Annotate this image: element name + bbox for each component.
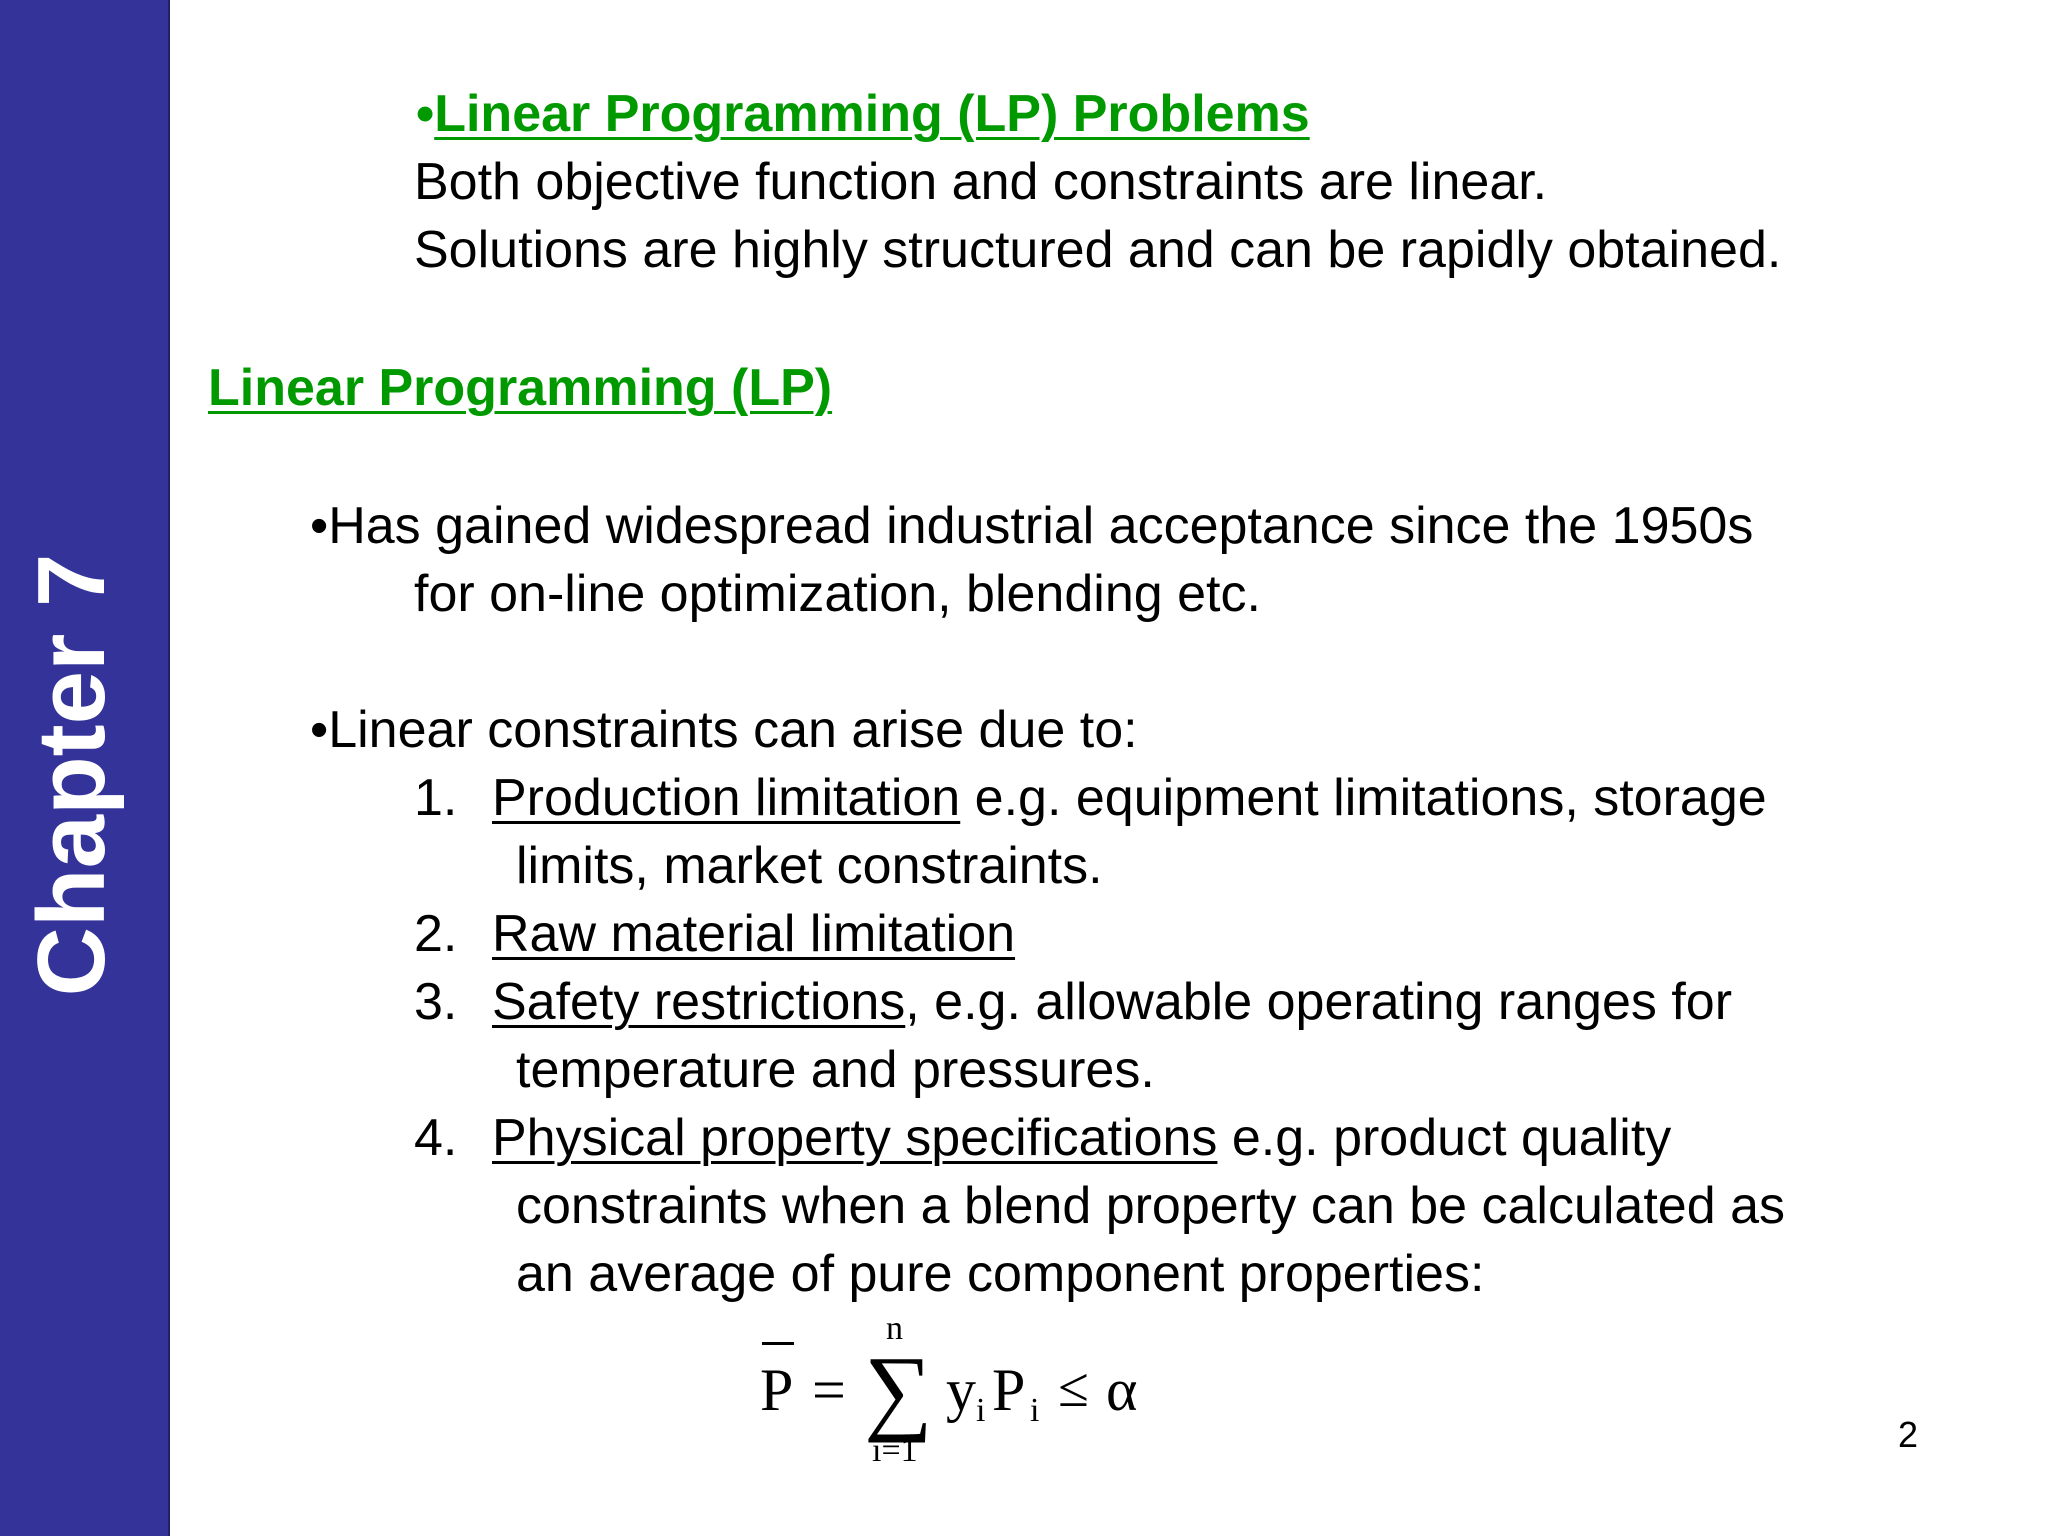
formula-upper-limit: n xyxy=(886,1310,903,1347)
intro-heading: Linear Programming (LP) Problems xyxy=(434,85,1310,143)
formula-P-subscript: i xyxy=(1030,1392,1040,1429)
list-item-physical-property-cont-2: an average of pure component properties: xyxy=(516,1245,1485,1303)
section-heading: Linear Programming (LP) xyxy=(208,359,833,417)
list-term: Physical property specifications xyxy=(492,1109,1218,1167)
list-rest: e.g. product quality xyxy=(1217,1109,1672,1167)
formula-P: P xyxy=(992,1357,1026,1423)
bullet-linear-constraints: •Linear constraints can arise due to: xyxy=(310,701,1138,759)
bullet-industrial-acceptance: •Has gained widespread industrial acceptance since the 1950s xyxy=(310,497,1754,555)
formula-lower-limit: i=1 xyxy=(872,1432,918,1469)
list-item-physical-property-cont-1: constraints when a blend property can be calculated as xyxy=(516,1177,1785,1235)
intro-bullet: • xyxy=(416,85,435,143)
blend-property-formula xyxy=(750,1310,1170,1480)
list-item-production-cont: limits, market constraints. xyxy=(516,837,1103,895)
formula-sigma: ∑ xyxy=(864,1336,933,1443)
page-number: 2 xyxy=(1898,1414,1919,1455)
list-number: 4. xyxy=(414,1109,458,1167)
intro-line-1: Both objective function and constraints are linear. xyxy=(414,153,1548,211)
list-term: Production limitation xyxy=(492,769,961,827)
list-item-raw-material xyxy=(414,900,1015,968)
list-number: 3. xyxy=(414,973,458,1031)
formula-y-subscript: i xyxy=(976,1392,986,1429)
formula-lhs-bar xyxy=(762,1342,794,1345)
formula-y: y xyxy=(946,1357,976,1423)
intro-line-2: Solutions are highly structured and can be rapidly obtained. xyxy=(414,221,1782,279)
list-rest: e.g. equipment limitations, storage xyxy=(960,769,1767,827)
list-number: 2. xyxy=(414,905,458,963)
list-rest: , e.g. allowable operating ranges for xyxy=(905,973,1733,1031)
list-item-safety xyxy=(414,968,1732,1036)
formula-equals: = xyxy=(812,1357,846,1423)
list-term: Safety restrictions xyxy=(492,973,906,1031)
list-number: 1. xyxy=(414,769,458,827)
list-item-physical-property xyxy=(414,1104,1671,1172)
list-term: Raw material limitation xyxy=(492,905,1016,963)
formula-alpha: α xyxy=(1106,1357,1138,1423)
list-item-safety-cont: temperature and pressures. xyxy=(516,1041,1155,1099)
chapter-label: Chapter 7 xyxy=(18,553,125,997)
bullet-industrial-acceptance-cont: for on-line optimization, blending etc. xyxy=(414,565,1261,623)
formula-lhs: P xyxy=(760,1357,794,1423)
intro-heading-line xyxy=(416,80,1310,148)
formula-leq: ≤ xyxy=(1058,1357,1089,1419)
chapter-sidebar xyxy=(0,0,170,1536)
list-item-production xyxy=(414,764,1767,832)
